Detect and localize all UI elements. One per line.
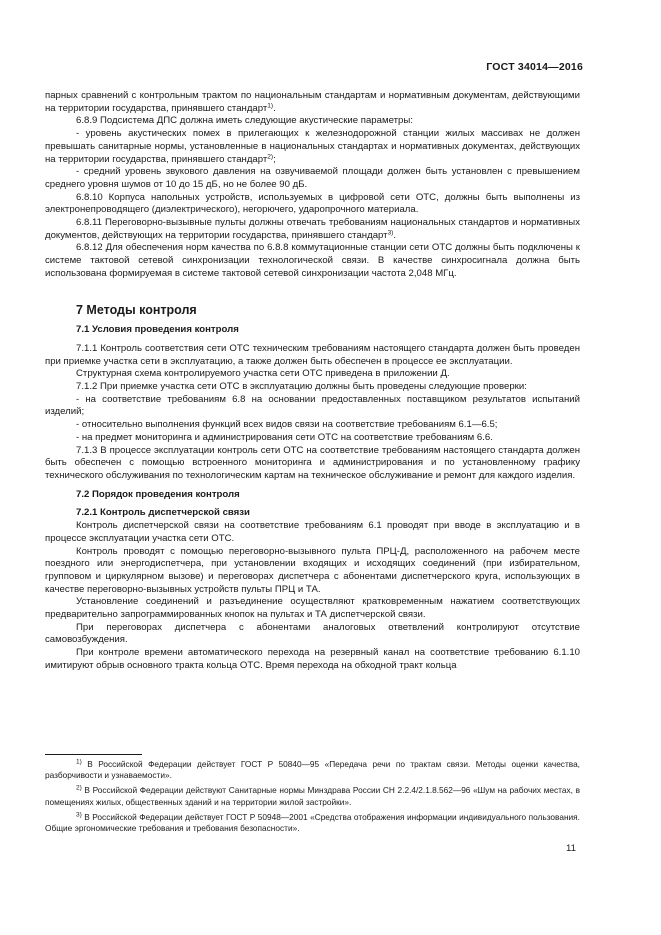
paragraph: 6.8.9 Подсистема ДПС должна иметь следующие акустические параметры: [76, 115, 413, 127]
paragraph: 7.1.2 При приемке участка сети ОТС в эксплуатацию должны быть проведены следующие проверки: [76, 381, 527, 393]
paragraph: Структурная схема контролируемого участка сети ОТС приведена в приложении Д. [76, 368, 450, 380]
paragraph: Установление соединений и разъединение осуществляют кратковременным нажатием соответствующих предварительно запрограммированных кнопок на пультах и ТА диспетчерской связи. [45, 596, 580, 621]
paragraph: Контроль диспетчерской связи на соответствие требованиям 6.1 проводят при вводе в эксплуатацию и в процессе эксплуатации участка сети ОТС. [45, 520, 580, 544]
subsection-heading: 7.1 Условия проведения контроля [76, 324, 239, 336]
subsection-heading: 7.2 Порядок проведения контроля [76, 488, 240, 500]
page-number: 11 [566, 843, 576, 854]
list-item: - на предмет мониторинга и администрирования сети ОТС на соответствие требованиям 6.6. [76, 431, 493, 443]
paragraph: 7.1.1 Контроль соответствия сети ОТС техническим требованиям настоящего стандарта должен быть проведен при приемке участка сети в эксплуатацию, а также должен быть обеспечен в процессе ее эксплуатации. [45, 342, 580, 367]
footnote-ref: 1) [267, 102, 274, 110]
paragraph: 6.8.12 Для обеспечения норм качества по 6.8.8 коммутационные станции сети ОТС должны быть подключены к системе тактовой сетевой синхронизации технологической связи. В качестве синхросигнала должна быть использована формируемая в системе тактовой сетевой синхронизации частота 2,048 МГц. [45, 242, 580, 279]
paragraph: парных сравнений с контрольным трактом по национальным стандартам и нормативным документам, действующими на территории государства, принявшего стандарт$^{1)}$. [45, 90, 580, 114]
document-code-header: ГОСТ 34014—2016 [486, 61, 583, 73]
list-item: - уровень акустических помех в прилегающих к железнодорожной станции жилых массивах не должен превышать санитарные нормы, установленные в национальных стандартах и нормативных документах, действующих на территории государства, принявшего стандарт$^{2)}$; [45, 128, 580, 165]
footnote: $^{2)}$ В Российской Федерации действуют Санитарные нормы Минздрава России СН 2.2.4/2.1.8.562—96 «Шум на рабочих местах, в помещениях жилых, общественных зданий и на территории жилой застройки». [45, 784, 580, 807]
list-item: - средний уровень звукового давления на озвучиваемой площади должен быть установлен с превышением среднего уровня шумов от 10 до 15 дБ, но не более 90 дБ. [45, 166, 580, 190]
paragraph: При контроле времени автоматического перехода на резервный канал на соответствие требованию 6.1.10 имитируют обрыв основного тракта кольца ОТС. Время перехода на обходной тракт кольца [45, 647, 580, 671]
paragraph: 6.8.10 Корпуса напольных устройств, используемых в цифровой сети ОТС, должны быть выполнены из электронепроводящего (диэлектрического), негорючего, ударопрочного материала. [45, 191, 580, 216]
paragraph: При переговорах диспетчера с абонентами аналоговых ответвлений контролируют отсутствие самовозбуждения. [45, 621, 580, 646]
main-text [45, 90, 580, 673]
paragraph: 6.8.11 Переговорно-вызывные пульты должны отвечать требованиям национальных стандартов и нормативных документов, действующих на территории государства, принявшего стандарт$^{3)}$. [45, 217, 580, 241]
paragraph: 7.1.3 В процессе эксплуатации контроль сети ОТС на соответствие требованиям настоящего стандарта должен быть обеспечен с помощью встроенного мониторинга и администрирования и по установленному графику технического обслуживания по технологическим картам на техническое обслуживание и ремонт для каждого изделия. [45, 444, 580, 481]
section-heading: 7 Методы контроля [76, 302, 197, 317]
footnote-ref: 2) [267, 153, 274, 161]
footnote-ref: 3) [387, 229, 394, 237]
footnotes [45, 754, 580, 838]
list-item: - на соответствие требованиям 6.8 на основании предоставленных поставщиком результатов испытаний изделий; [45, 393, 580, 418]
paragraph: Контроль проводят с помощью переговорно-вызывного пульта ПРЦ-Д, расположенного на рабочем месте поездного или энергодиспетчера, при установлении входящих и исходящих соединений (при избирательном, групповом и циркулярном вызове) и переговорах диспетчера с абонентами диспетчерского круга, использующих в качестве переговорно-вызывных устройств пульты ПРЦ и ТА. [45, 545, 580, 595]
list-item: - относительно выполнения функций всех видов связи на соответствие требованиям 6.1—6.5; [76, 419, 498, 431]
clause-heading: 7.2.1 Контроль диспетчерской связи [76, 507, 250, 519]
footnote: $^{3)}$ В Российской Федерации действует ГОСТ Р 50948—2001 «Средства отображения информации индивидуального пользования. Общие эргономические требования и требования безопасности». [45, 811, 580, 834]
footnote-divider [45, 754, 142, 755]
footnote: $^{1)}$ В Российской Федерации действует ГОСТ Р 50840—95 «Передача речи по трактам связи. Методы оценки качества, разборчивости и узнаваемости». [45, 758, 580, 781]
